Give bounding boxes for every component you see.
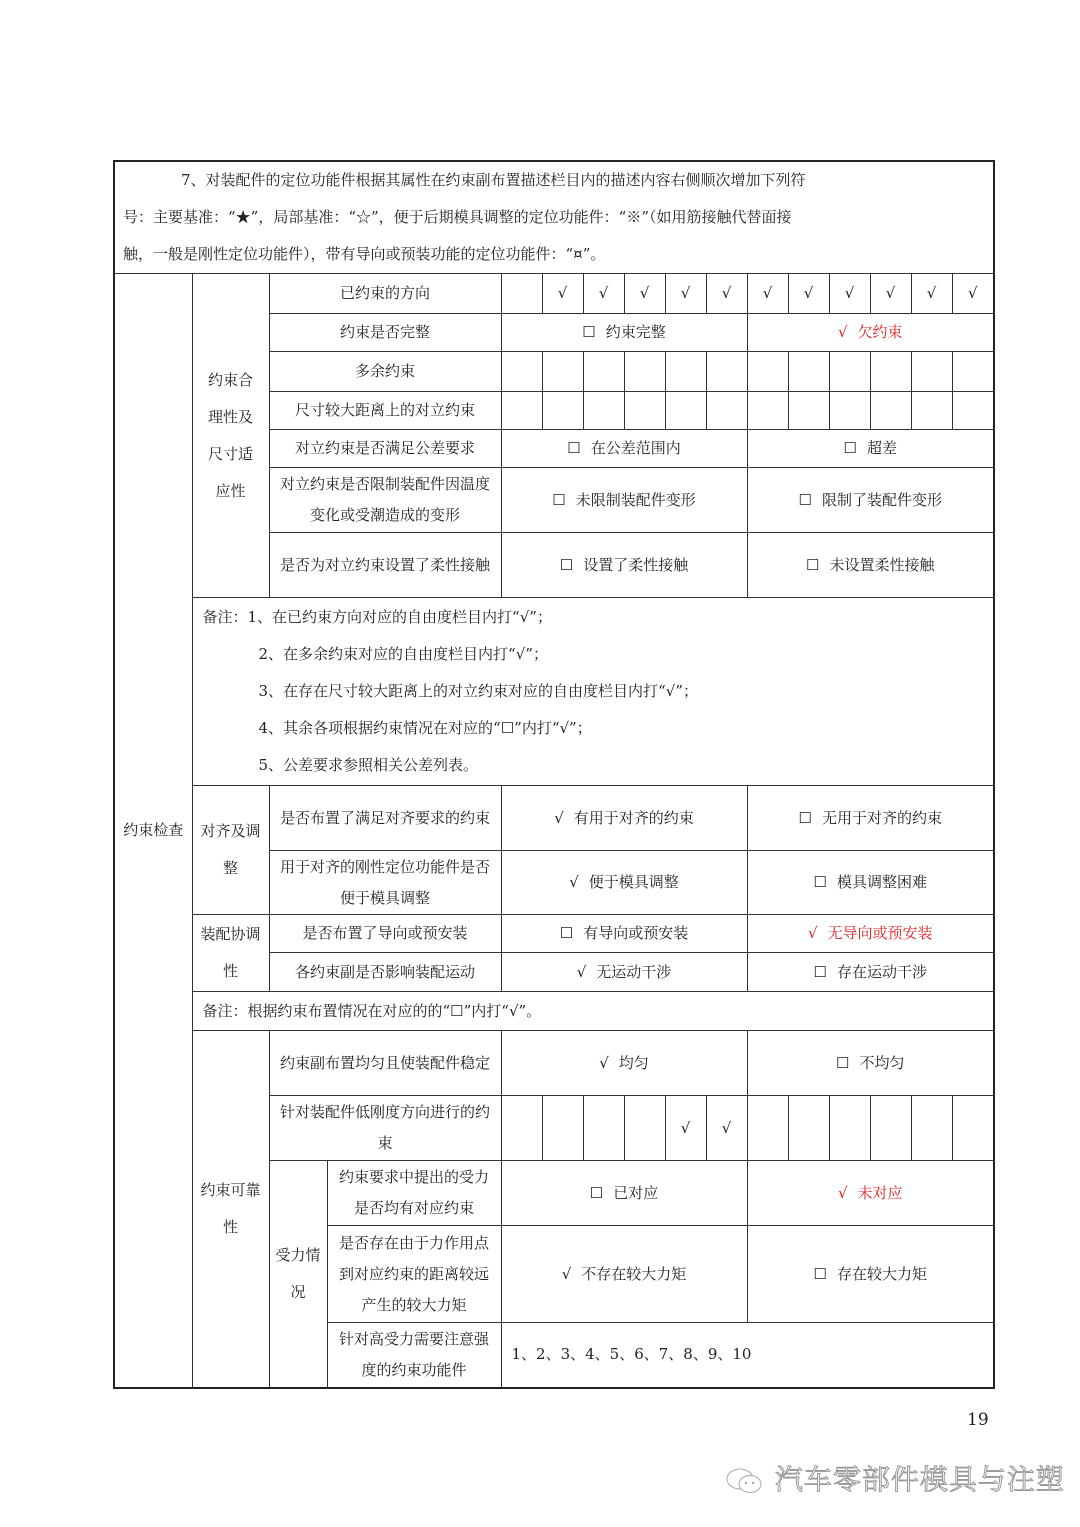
checkbox-icon: ☐: [843, 439, 857, 457]
dof-cell[interactable]: √: [952, 274, 994, 314]
dof-cell[interactable]: [952, 352, 994, 392]
option-limited[interactable]: [747, 468, 994, 533]
dof-cell[interactable]: [501, 352, 542, 392]
row-label: 用于对齐的刚性定位功能件是否便于模具调整: [269, 851, 501, 915]
dof-cell[interactable]: [829, 1096, 870, 1161]
dof-cell[interactable]: √: [665, 1096, 706, 1161]
option-moment[interactable]: [747, 1226, 994, 1323]
option-text: 均匀: [618, 1053, 649, 1072]
option-text: 无导向或预安装: [827, 924, 933, 942]
dof-cell[interactable]: [706, 392, 747, 430]
option-text: 欠约束: [857, 323, 903, 341]
dof-cell[interactable]: [952, 392, 994, 430]
dof-cell[interactable]: [542, 352, 583, 392]
row-guide: [114, 915, 994, 953]
row-label: 是否布置了导向或预安装: [269, 915, 501, 953]
dof-cell[interactable]: √: [706, 1096, 747, 1161]
notes-2: [114, 992, 994, 1031]
dof-cell[interactable]: [788, 352, 829, 392]
row-label: 针对装配件低刚度方向进行的约束: [269, 1096, 501, 1161]
check-icon: √: [576, 962, 587, 981]
intro-line: 触，一般是刚性定位功能件），带有导向或预装功能的定位功能件：“¤”。: [123, 245, 606, 263]
group-assembly: 装配协调性: [192, 915, 269, 992]
option-easy-adjust[interactable]: [501, 851, 747, 915]
dof-cell[interactable]: √: [829, 274, 870, 314]
dof-cell[interactable]: [870, 392, 911, 430]
dof-cell[interactable]: [624, 352, 665, 392]
checkbox-icon: ☐: [559, 555, 574, 574]
dof-cell[interactable]: √: [706, 274, 747, 314]
group-reliability: 约束可靠性: [192, 1031, 269, 1388]
dof-cell[interactable]: √: [583, 274, 624, 314]
dof-cell[interactable]: [911, 392, 952, 430]
option-text: 存在运动干涉: [837, 962, 928, 981]
option-not-matched[interactable]: [747, 1161, 994, 1226]
note-line: 4、其余各项根据约束情况在对应的“☐”内打“√”；: [258, 719, 592, 737]
page-number: 19: [967, 1410, 989, 1430]
note-line: 3、在存在尺寸较大距离上的对立约束对应的自由度栏目内打“√”；: [258, 682, 698, 700]
option-under-constrained[interactable]: [747, 314, 994, 352]
notes-block: [192, 598, 994, 786]
row-label: 已约束的方向: [269, 274, 501, 314]
option-no-guide[interactable]: [747, 915, 994, 953]
dof-cell[interactable]: [829, 392, 870, 430]
option-interference[interactable]: [747, 953, 994, 992]
option-text: 不均匀: [859, 1053, 905, 1072]
dof-cell[interactable]: [706, 352, 747, 392]
dof-cell[interactable]: [665, 392, 706, 430]
checkbox-icon: ☐: [798, 808, 812, 827]
option-text: 已对应: [613, 1183, 659, 1202]
row-label: 尺寸较大距离上的对立约束: [269, 392, 501, 430]
wechat-icon: [725, 1466, 765, 1496]
option-out-of-tolerance[interactable]: [747, 430, 994, 468]
checkbox-icon: ☐: [567, 439, 581, 457]
notes-1: [114, 598, 994, 786]
option-text: 模具调整困难: [837, 873, 928, 891]
dof-cell[interactable]: [747, 1096, 788, 1161]
option-has-guide[interactable]: [501, 915, 747, 953]
row-label: 多余约束: [269, 352, 501, 392]
dof-cell[interactable]: √: [542, 274, 583, 314]
check-icon: √: [837, 1183, 848, 1202]
row-uniform: [114, 1031, 994, 1096]
note-line: 2、在多余约束对应的自由度栏目内打“√”；: [258, 645, 548, 663]
dof-cell[interactable]: [665, 352, 706, 392]
option-in-tolerance[interactable]: [501, 430, 747, 468]
check-icon: √: [561, 1264, 572, 1283]
dof-cell[interactable]: [952, 1096, 994, 1161]
dof-cell[interactable]: [501, 274, 542, 314]
dof-cell[interactable]: [788, 392, 829, 430]
dof-cell[interactable]: [747, 392, 788, 430]
dof-cell[interactable]: [542, 392, 583, 430]
dof-cell[interactable]: [911, 1096, 952, 1161]
dof-cell[interactable]: √: [665, 274, 706, 314]
option-text: 未对应: [857, 1183, 903, 1202]
dof-cell[interactable]: [829, 352, 870, 392]
intro-line: 7、对装配件的定位功能件根据其属性在约束副布置描述栏目内的描述内容右侧顺次增加下列符: [181, 171, 806, 189]
dof-cell[interactable]: √: [911, 274, 952, 314]
group-force: 受力情况: [269, 1161, 327, 1388]
watermark: [725, 1458, 1065, 1498]
option-text: 有导向或预安装: [583, 924, 689, 942]
dof-cell[interactable]: [911, 352, 952, 392]
dof-cell[interactable]: [583, 352, 624, 392]
dof-cell[interactable]: [501, 1096, 542, 1161]
option-flexible-set[interactable]: [501, 533, 747, 598]
constraint-check-table: [113, 160, 995, 1389]
row-label: 是否布置了满足对齐要求的约束: [269, 786, 501, 851]
option-text: 无运动干涉: [596, 962, 672, 981]
group-rationality: 约束合理性及尺寸适应性: [192, 274, 269, 598]
row-constrained-direction: [114, 274, 994, 314]
option-not-uniform[interactable]: [747, 1031, 994, 1096]
dof-cell[interactable]: [788, 1096, 829, 1161]
dof-cell[interactable]: [870, 352, 911, 392]
row-label: 针对高受力需要注意强度的约束功能件: [327, 1323, 501, 1388]
dof-cell[interactable]: [624, 1096, 665, 1161]
checkbox-icon: ☐: [589, 1183, 604, 1202]
option-text: 未限制装配件变形: [575, 490, 696, 509]
check-icon: √: [569, 873, 579, 891]
option-flexible-not-set[interactable]: [747, 533, 994, 598]
dof-cell[interactable]: [501, 392, 542, 430]
option-no-moment[interactable]: [501, 1226, 747, 1323]
option-no-align[interactable]: [747, 786, 994, 851]
check-icon: √: [554, 808, 564, 827]
option-text: 未设置柔性接触: [829, 555, 935, 574]
option-complete[interactable]: [501, 314, 747, 352]
row-label: 约束副布置均匀且使装配件稳定: [269, 1031, 501, 1096]
dof-cell[interactable]: √: [747, 274, 788, 314]
option-text: 约束完整: [605, 323, 666, 341]
dof-cell[interactable]: [583, 1096, 624, 1161]
note-line: 备注：1、在已约束方向对应的自由度栏目内打“√”；: [202, 608, 552, 626]
option-text: 存在较大力矩: [837, 1264, 928, 1283]
dof-cell[interactable]: √: [624, 274, 665, 314]
row-label: 是否存在由于力作用点到对应约束的距离较远产生的较大力矩: [327, 1226, 501, 1323]
section-label: 约束检查: [114, 274, 192, 1388]
row-label: 是否为对立约束设置了柔性接触: [269, 533, 501, 598]
option-text: 便于模具调整: [588, 873, 679, 891]
option-text: 设置了柔性接触: [583, 555, 689, 574]
option-text: 限制了装配件变形: [822, 490, 943, 509]
option-not-limited[interactable]: [501, 468, 747, 533]
check-icon: √: [837, 323, 848, 341]
option-no-interference[interactable]: [501, 953, 747, 992]
dof-cell[interactable]: [542, 1096, 583, 1161]
intro-line: 号：主要基准：“★”，局部基准：“☆”，便于后期模具调整的定位功能件：“※”（如用筋接触代替面接: [123, 208, 792, 226]
checkbox-icon: ☐: [582, 323, 596, 341]
dof-cell[interactable]: √: [870, 274, 911, 314]
row-label: 约束要求中提出的受力是否均有对应约束: [327, 1161, 501, 1226]
row-label: 约束是否完整: [269, 314, 501, 352]
dof-cell[interactable]: [583, 392, 624, 430]
option-text: 有用于对齐的约束: [573, 808, 694, 827]
option-text: 无用于对齐的约束: [822, 808, 943, 827]
option-text: 在公差范围内: [590, 439, 681, 457]
high-force-items: 1、2、3、4、5、6、7、8、9、10: [501, 1323, 994, 1388]
option-text: 超差: [867, 439, 898, 457]
checkbox-icon: ☐: [798, 490, 812, 509]
row-label: 各约束副是否影响装配运动: [269, 953, 501, 992]
note-line: 5、公差要求参照相关公差列表。: [258, 756, 479, 774]
row-align-req: [114, 786, 994, 851]
option-has-align[interactable]: [501, 786, 747, 851]
row-label: 对立约束是否满足公差要求: [269, 430, 501, 468]
checkbox-icon: ☐: [813, 962, 827, 981]
checkbox-icon: ☐: [813, 873, 827, 891]
check-icon: √: [807, 924, 818, 942]
checkbox-icon: ☐: [836, 1053, 850, 1072]
group-alignment: 对齐及调整: [192, 786, 269, 915]
option-uniform[interactable]: [501, 1031, 747, 1096]
dof-cell[interactable]: [870, 1096, 911, 1161]
notes-line: 备注：根据约束布置情况在对应的的“☐”内打“√”。: [192, 992, 994, 1031]
intro-paragraph: [114, 161, 994, 274]
check-icon: √: [599, 1053, 609, 1072]
checkbox-icon: ☐: [813, 1264, 827, 1283]
checkbox-icon: ☐: [806, 555, 820, 574]
option-text: 不存在较大力矩: [581, 1264, 687, 1283]
watermark-text: 汽车零部件模具与注塑: [774, 1463, 1065, 1496]
dof-cell[interactable]: √: [788, 274, 829, 314]
dof-cell[interactable]: [747, 352, 788, 392]
checkbox-icon: ☐: [552, 490, 566, 509]
option-hard-adjust[interactable]: [747, 851, 994, 915]
checkbox-icon: ☐: [559, 924, 574, 942]
row-label: 对立约束是否限制装配件因温度变化或受潮造成的变形: [269, 468, 501, 533]
option-matched[interactable]: [501, 1161, 747, 1226]
dof-cell[interactable]: [624, 392, 665, 430]
